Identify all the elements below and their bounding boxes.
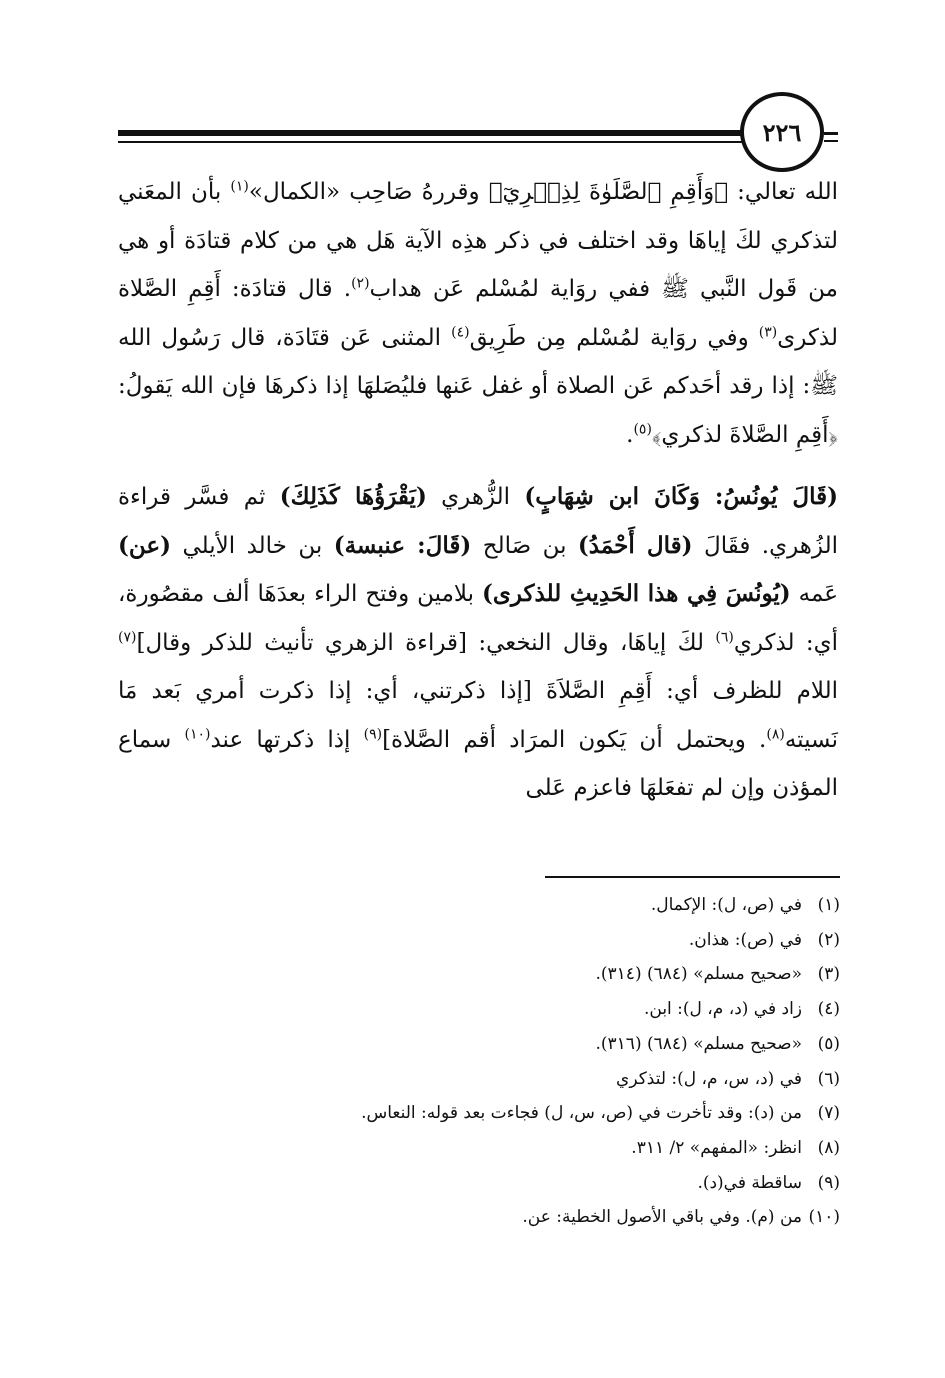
footnote-ref: (٨) — [766, 725, 785, 742]
footnote-ref: (٥) — [633, 420, 652, 437]
page-number: ٢٢٦ — [762, 117, 802, 147]
footnote-number: (٩) — [817, 1172, 840, 1193]
footnote — [118, 1062, 840, 1097]
text-run: بلامين وفتح الراء بعدَهَا ألف مقصُورة، أي: لذكري — [118, 581, 838, 656]
footnote-ref: (٧) — [118, 628, 137, 645]
text-run: اللام للظرف أي: أَقِمِ الصَّلاَةَ [إذا ذكرتني، أي: إذا ذكرت أمري بَعد مَا نَسيته — [118, 678, 838, 753]
text-run: بأن المعَني لتذكري لكَ إياهَا وقد اختلف في ذكر هذِه الآية هَل هي من كلام قتادَة أو هي من قَول النَّبي ﷺ ففي روَاية لمُسْلم عَن هداب — [118, 179, 839, 302]
page-header — [118, 92, 838, 172]
paragraph — [118, 168, 838, 459]
footnote-text: في (ص): هذان. — [688, 929, 802, 950]
footnote-ref: (٤) — [451, 323, 470, 340]
footnote-number: (٨) — [817, 1137, 840, 1158]
text-run: . قال قتادَة: أَقِمِ الصَّلاة لذكرى — [118, 276, 838, 351]
text-run: . ويحتمل أن يَكون المرَاد أقم الصَّلاة] — [382, 726, 767, 753]
footnote-text: في (ص، ل): الإكمال. — [650, 895, 802, 915]
text-run: المثنى عَن قتَادَة، قال رَسُول الله ﷺ: إذا رقد أحَدكم عَن الصلاة أو غفل عَنها فليُصَلهَا إذا ذكرهَا فإن الله يَقولُ: ﴿أَقِمِ الصَّلاةَ لذكري﴾ — [118, 324, 838, 448]
footnote-text: انظر: «المفهم» ٢/ ٣١١. — [631, 1137, 802, 1158]
footnote — [118, 957, 840, 992]
page-number-circle — [740, 92, 824, 172]
text-run: بن خالد الأيلي — [171, 532, 334, 559]
text-run: الله تعالي: ﴿وَأَقِمِ ٱلصَّلَوٰةَ لِذِكۡرِيٓ﴾ وقررهُ صَاحِب «الكمال» — [248, 179, 838, 205]
footnote — [118, 888, 840, 923]
footnote-number: (٥) — [817, 1033, 840, 1054]
text-run: وفي روَاية لمُسْلم مِن طَرِيق — [469, 324, 759, 351]
footnotes — [118, 888, 840, 1235]
text-run: ثم فسَّر قراءة الزُهري. فقَالَ — [118, 484, 838, 559]
footnote-ref: (٣) — [758, 323, 778, 340]
footnote-text: في (د، س، م، ل): لتذكري — [616, 1068, 802, 1089]
footnote-number: (٢) — [817, 929, 840, 950]
footnote — [118, 1166, 840, 1201]
footnote-number: (١٠) — [808, 1207, 840, 1228]
header-rule-stub-thin — [824, 140, 838, 142]
footnote-separator — [545, 876, 840, 878]
bold-quote: (قال أَحْمَدُ) — [577, 531, 693, 559]
footnote-text: من (د): وقد تأخرت في (ص، س، ل) فجاءت بعد قوله: النعاس. — [361, 1103, 802, 1124]
footnote — [118, 1096, 840, 1131]
footnote-number: (٧) — [817, 1103, 840, 1124]
text-run: عَمه — [790, 581, 838, 607]
bold-quote: (يَقْرَؤُهَا كَذَلِكَ) — [279, 483, 427, 510]
footnote-ref: (١٠) — [184, 725, 211, 742]
header-rule-stub — [824, 132, 838, 135]
text-run: إذا ذكرتها عند — [210, 726, 364, 753]
footnote — [118, 1200, 840, 1235]
footnote-number: (٦) — [817, 1068, 840, 1089]
footnote-ref: (٢) — [351, 275, 370, 292]
text-run: . — [626, 421, 634, 448]
text-run: الزُّهري — [426, 484, 525, 510]
bold-quote: (قَالَ: عنبسة) — [333, 531, 472, 559]
footnote-number: (٤) — [817, 999, 840, 1020]
footnote-number: (٣) — [817, 964, 840, 985]
footnote-ref: (٩) — [363, 725, 383, 742]
text-run: بن صَالح — [471, 532, 578, 559]
footnote — [118, 1131, 840, 1166]
footnote-ref: (١) — [230, 178, 249, 195]
text-run: لكَ إياهَا، وقال النخعي: [قراءة الزهري تأنيث للذكر وقال] — [136, 629, 716, 656]
footnote-number: (١) — [817, 895, 840, 915]
text-run: سماع المؤذن وإن لم تفعَلهَا فاعزم عَلى — [118, 726, 838, 801]
header-rule-thick — [118, 130, 743, 136]
bold-quote: (يُونُسَ فِي هذا الحَدِيثِ للذكرى) — [481, 580, 791, 607]
header-rule-thin — [118, 141, 743, 143]
footnote — [118, 923, 840, 958]
footnote-text: «صحيح مسلم» (٦٨٤) (٣١٤). — [595, 964, 802, 985]
paragraph — [118, 473, 838, 813]
bold-quote: (عن) — [118, 531, 171, 559]
footnote-text: ساقطة في(د). — [697, 1172, 802, 1193]
footnote-text: زاد في (د، م، ل): ابن. — [643, 999, 802, 1020]
main-text — [118, 168, 838, 813]
bold-quote: (قَالَ يُونُسُ: وَكَانَ ابن شِهَابٍ) — [524, 483, 839, 510]
footnote — [118, 1027, 840, 1062]
footnote-text: «صحيح مسلم» (٦٨٤) (٣١٦). — [595, 1033, 802, 1054]
footnote-text: من (م). وفي باقي الأصول الخطية: عن. — [522, 1207, 802, 1228]
footnote — [118, 992, 840, 1027]
footnote-ref: (٦) — [715, 628, 734, 645]
